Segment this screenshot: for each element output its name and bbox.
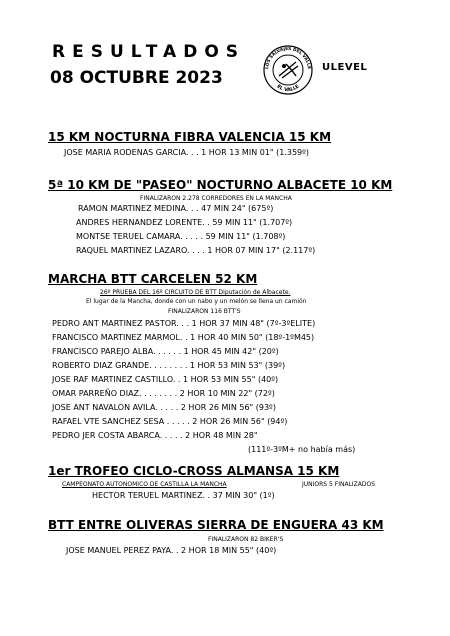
- section-heading: 5ª 10 KM DE "PASEO" NOCTURNO ALBACETE 10 KM: [48, 178, 393, 192]
- result-row: JOSE RAF MARTINEZ CASTILLO. . 1 HOR 53 MIN 55" (40º): [52, 375, 279, 384]
- brand-label: ULEVEL: [322, 62, 368, 73]
- section-heading: 15 KM NOCTURNA FIBRA VALENCIA 15 KM: [48, 130, 332, 144]
- logo-top-text: LOS SALVAJES DEL VALLE: [264, 46, 312, 70]
- section-note: CAMPEONATO AUTONOMICO DE CASTILLA LA MANCHA: [62, 481, 227, 488]
- result-row: FRANCISCO PAREJO ALBA. . . . . . 1 HOR 45 MIN 42" (20º): [52, 347, 279, 356]
- result-row-note: (111º-3ºM+ no había más): [248, 445, 356, 454]
- logo-bottom-text: EL VALLE: [275, 84, 301, 94]
- result-row: PEDRO JER COSTA ABARCA. . . . . 2 HOR 48 MIN 28": [52, 431, 258, 440]
- section-heading: 1er TROFEO CICLO-CROSS ALMANSA 15 KM: [48, 464, 340, 478]
- result-row: RAQUEL MARTINEZ LAZARO. . . . 1 HOR 07 MIN 17" (2.117º): [76, 246, 316, 255]
- page-date: 08 OCTUBRE 2023: [50, 68, 223, 88]
- result-row: FRANCISCO MARTINEZ MARMOL. . 1 HOR 40 MIN 50" (18º-1ºM45): [52, 333, 315, 342]
- result-row: JOSE MANUEL PEREZ PAYA. . 2 HOR 18 MIN 55" (40º): [66, 546, 277, 555]
- section-heading: MARCHA BTT CARCELEN 52 KM: [48, 272, 258, 286]
- result-row: JOSE MARIA RODENAS GARCIA. . . 1 HOR 13 MIN 01" (1.359º): [64, 148, 310, 157]
- result-row: OMAR PARREÑO DIAZ. . . . . . . . 2 HOR 10 MIN 22" (72º): [52, 389, 275, 398]
- page-title: RESULTADOS: [52, 42, 246, 62]
- section-note: FINALIZARON 82 BIKER'S: [208, 536, 284, 543]
- result-row: RAFAEL VTE SANCHEZ SESA . . . . . 2 HOR 26 MIN 56" (94º): [52, 417, 288, 426]
- result-row: MONTSE TERUEL CAMARA. . . . . 59 MIN 11" (1.708º): [76, 232, 286, 241]
- result-row: ROBERTO DIAZ GRANDE. . . . . . . . 1 HOR 53 MIN 53" (39º): [52, 361, 286, 370]
- section-subtitle: El lugar de la Mancha, donde con un nabo y un melón se llena un camión: [86, 298, 307, 305]
- club-logo: [262, 44, 314, 96]
- section-note: FINALIZARON 116 BTT'S: [168, 308, 241, 315]
- result-row: ANDRES HERNANDEZ LORENTE. . 59 MIN 11" (1.707º): [76, 218, 293, 227]
- section-note: JUNIORS 5 FINALIZADOS: [302, 481, 376, 488]
- result-row: JOSE ANT NAVALON AVILA. . . . . 2 HOR 26 MIN 56" (93º): [52, 403, 276, 412]
- result-row: RAMON MARTINEZ MEDINA. . . 47 MIN 24" (675º): [78, 204, 274, 213]
- result-row: PEDRO ANT MARTINEZ PASTOR. . . 1 HOR 37 MIN 48" (7º-3ºELITE): [52, 319, 316, 328]
- section-note: FINALIZARON 2.278 CORREDORES EN LA MANCHA: [140, 195, 292, 202]
- result-row: HECTOR TERUEL MARTINEZ. . 37 MIN 30" (1º): [92, 491, 275, 500]
- section-subtitle: 26º PRUEBA DEL 16º CIRCUITO DE BTT Diputación de Albacete.: [100, 289, 291, 296]
- section-heading: BTT ENTRE OLIVERAS SIERRA DE ENGUERA 43 KM: [48, 518, 384, 532]
